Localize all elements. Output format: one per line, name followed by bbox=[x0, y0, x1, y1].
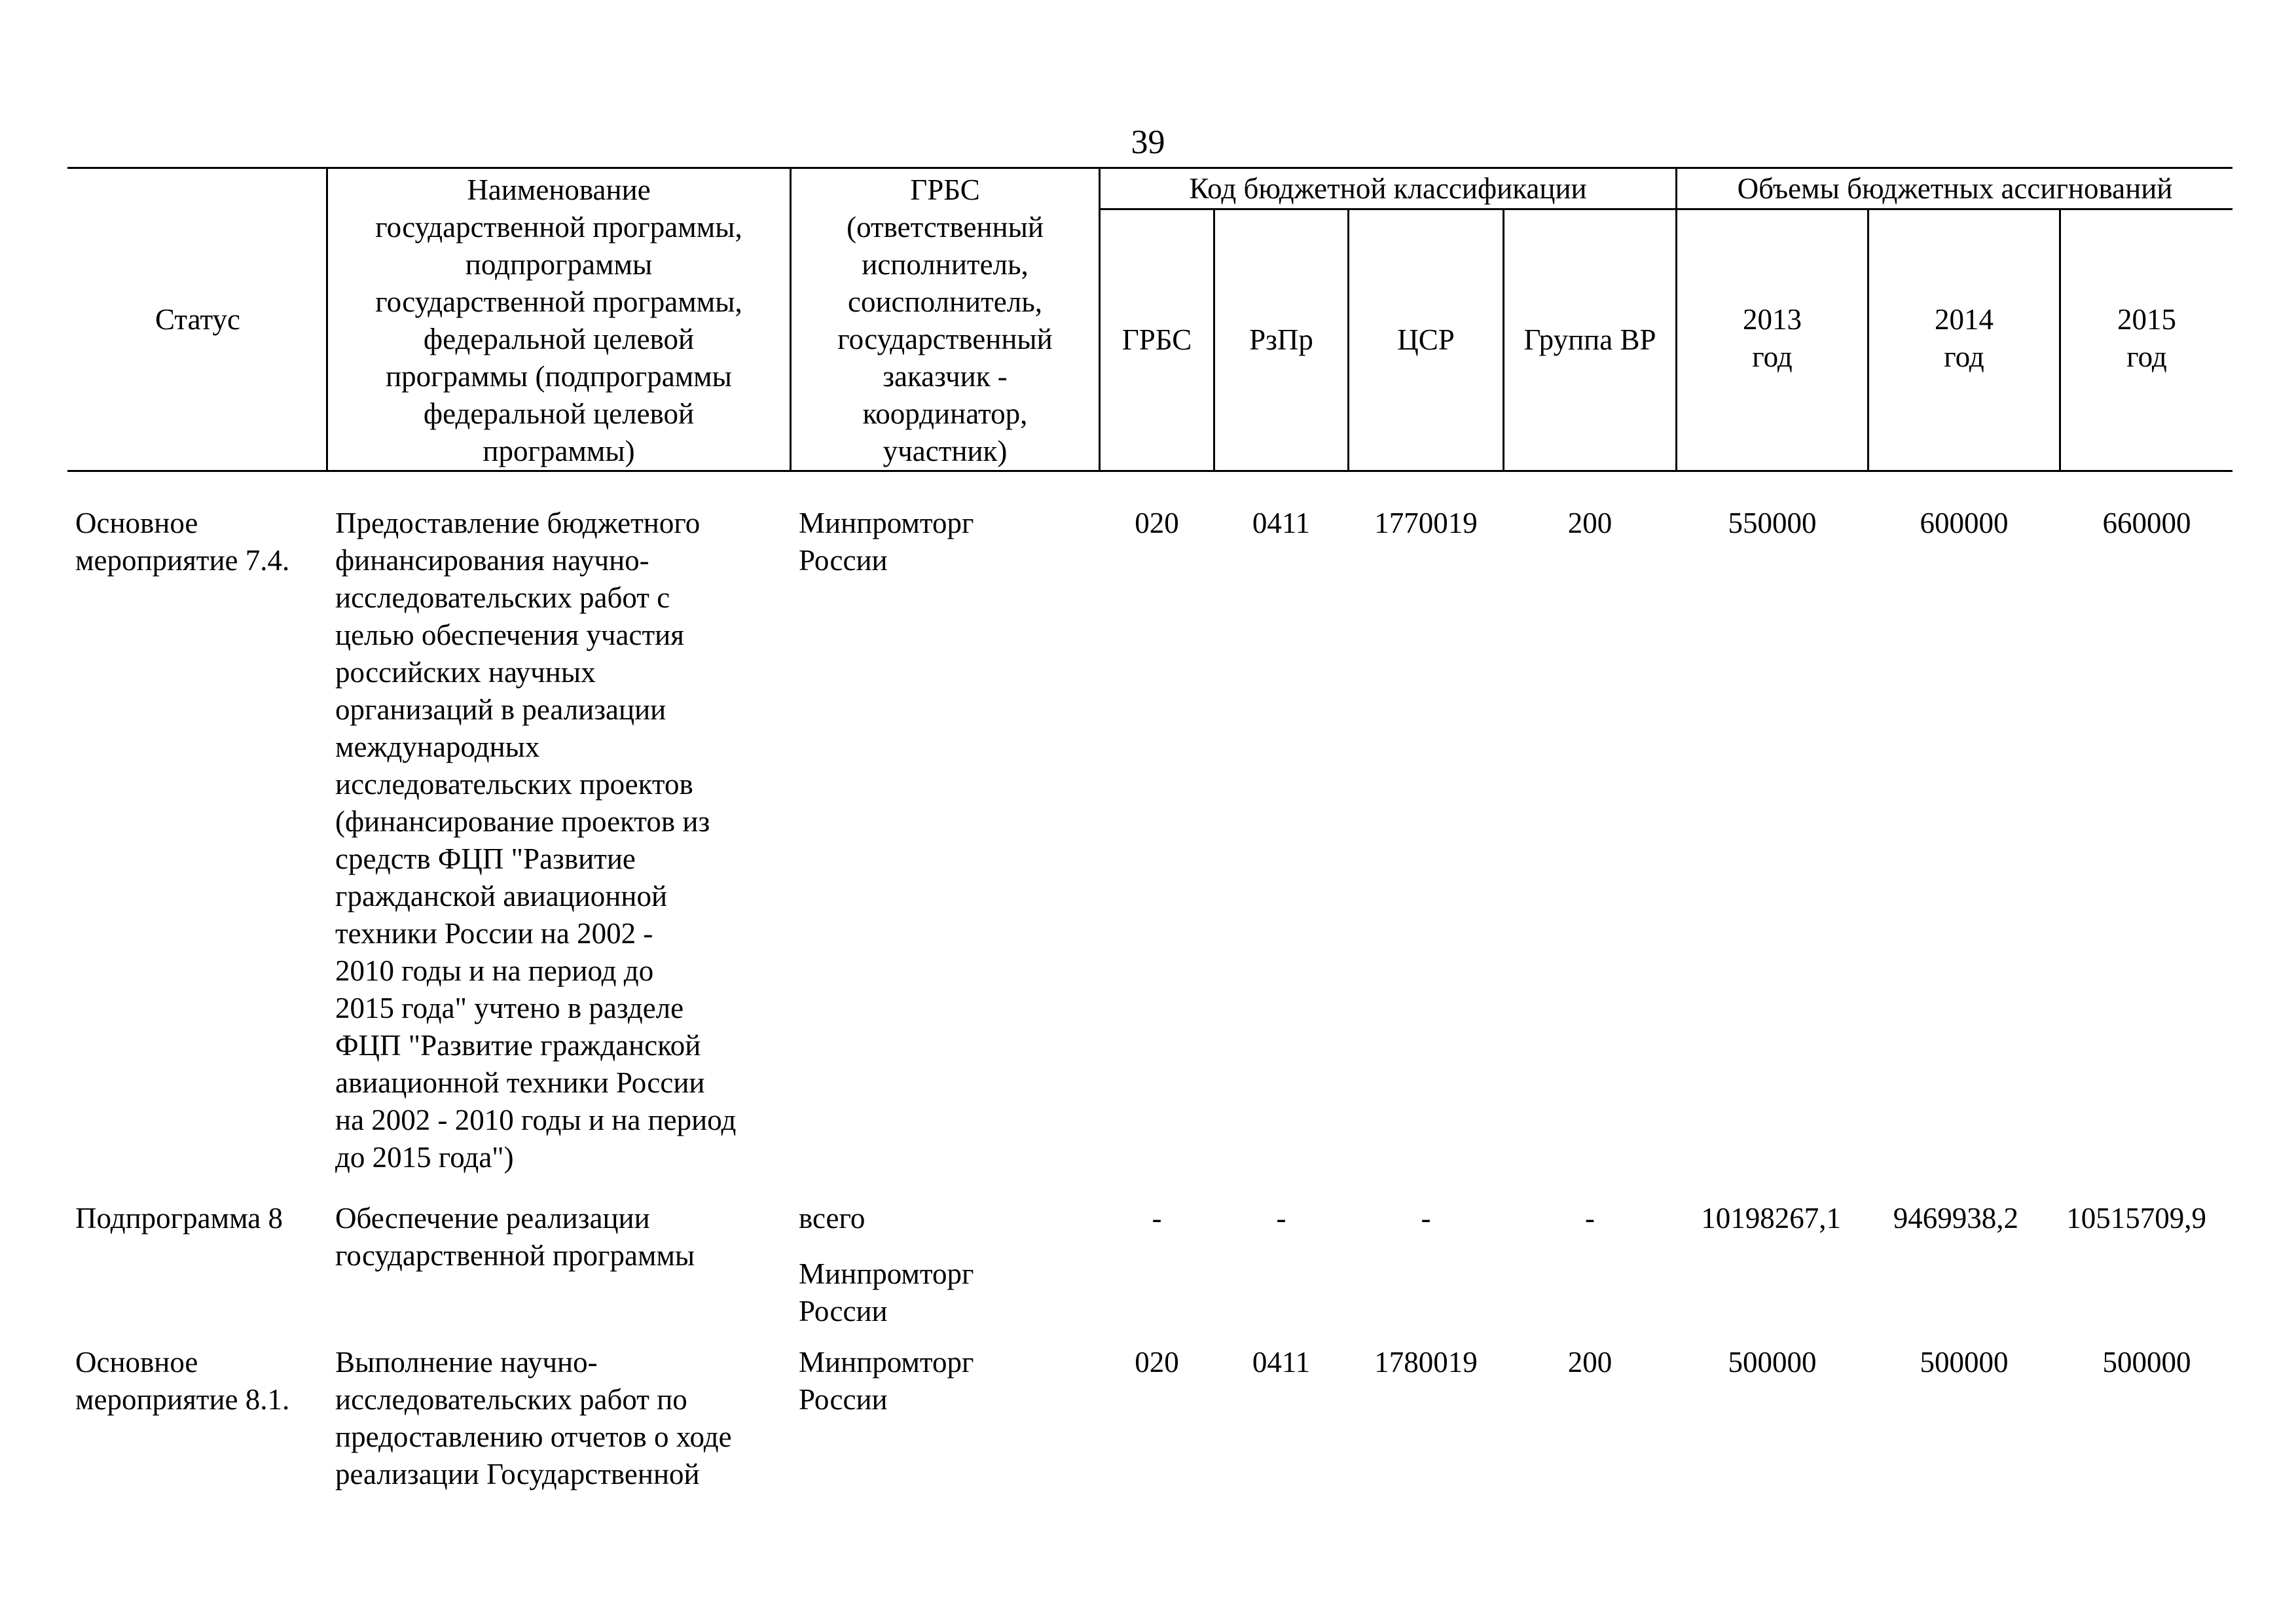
row-grbs: Минпромторг России bbox=[799, 507, 974, 577]
row-amount-2015: 660000 bbox=[2102, 507, 2191, 539]
header-year-2014: 2014 год bbox=[1935, 303, 1994, 373]
row-program-name: Предоставление бюджетного финансирования научно- исследовательских работ с целью обеспечения участия российских научных организаций в реализации международных исследовательских проектов (финансирование проектов из средств ФЦП "Развитие гражданской авиационной техники России на 2002 - 2010 годы и на период до 2015 года" учтено в разделе ФЦП "Развитие гражданской авиационной техники России на 2002 - 2010 годы и на период до 2015 года") bbox=[335, 507, 737, 1174]
row-amount-2015: 10515709,9 bbox=[2066, 1202, 2206, 1235]
table-header-bottom-border bbox=[67, 470, 2232, 472]
row-amount-2014: 9469938,2 bbox=[1893, 1202, 2018, 1235]
header-code-grbs: ГРБС bbox=[1121, 323, 1192, 356]
row-rzpr: 0411 bbox=[1252, 507, 1311, 539]
row-grbs: Минпромторг России bbox=[799, 1346, 974, 1416]
table-top-border bbox=[67, 167, 2232, 169]
row-amount-2014: 600000 bbox=[1920, 507, 2009, 539]
row-amount-2014: 500000 bbox=[1920, 1346, 2009, 1379]
row-vr: 200 bbox=[1567, 1346, 1613, 1379]
row-code-grbs: - bbox=[1152, 1202, 1162, 1235]
row-amount-2015: 500000 bbox=[2102, 1346, 2191, 1379]
row-amount-2013: 550000 bbox=[1728, 507, 1817, 539]
header-year-2013: 2013 год bbox=[1743, 303, 1802, 373]
header-rzpr: РзПр bbox=[1249, 323, 1313, 356]
header-budget-code-group: Код бюджетной классификации bbox=[1189, 172, 1587, 205]
row-grbs-total: всего bbox=[799, 1202, 866, 1235]
row-program-name: Выполнение научно- исследовательских работ по предоставлению отчетов о ходе реализации Государственной bbox=[335, 1346, 732, 1490]
row-code-grbs: 020 bbox=[1135, 507, 1179, 539]
row-status: Основное мероприятие 7.4. bbox=[75, 507, 290, 577]
row-rzpr: - bbox=[1276, 1202, 1286, 1235]
header-grbs: ГРБС (ответственный исполнитель, соисполнитель, государственный заказчик - координатор, участник) bbox=[837, 173, 1053, 467]
header-year-2015: 2015 год bbox=[2117, 303, 2176, 373]
header-vr-group: Группа ВР bbox=[1523, 323, 1656, 356]
row-csr: 1780019 bbox=[1374, 1346, 1478, 1379]
row-program-name: Обеспечение реализации государственной программы bbox=[335, 1202, 695, 1272]
header-budget-volume-group: Объемы бюджетных ассигнований bbox=[1737, 172, 2173, 205]
row-status: Подпрограмма 8 bbox=[75, 1202, 283, 1235]
header-status: Статус bbox=[155, 302, 240, 336]
row-code-grbs: 020 bbox=[1135, 1346, 1179, 1379]
header-csr: ЦСР bbox=[1397, 323, 1455, 356]
row-csr: - bbox=[1421, 1202, 1431, 1235]
row-vr: - bbox=[1585, 1202, 1595, 1235]
row-rzpr: 0411 bbox=[1252, 1346, 1311, 1379]
row-grbs: Минпромторг России bbox=[799, 1257, 974, 1327]
page-number: 39 bbox=[1131, 124, 1165, 161]
row-amount-2013: 500000 bbox=[1728, 1346, 1817, 1379]
row-csr: 1770019 bbox=[1374, 507, 1478, 539]
row-vr: 200 bbox=[1567, 507, 1613, 539]
header-program-name: Наименование государственной программы, подпрограммы государственной программы, федеральной целевой программы (подпрограммы федеральной целевой программы) bbox=[375, 173, 742, 467]
row-status: Основное мероприятие 8.1. bbox=[75, 1346, 290, 1416]
row-amount-2013: 10198267,1 bbox=[1701, 1202, 1841, 1235]
